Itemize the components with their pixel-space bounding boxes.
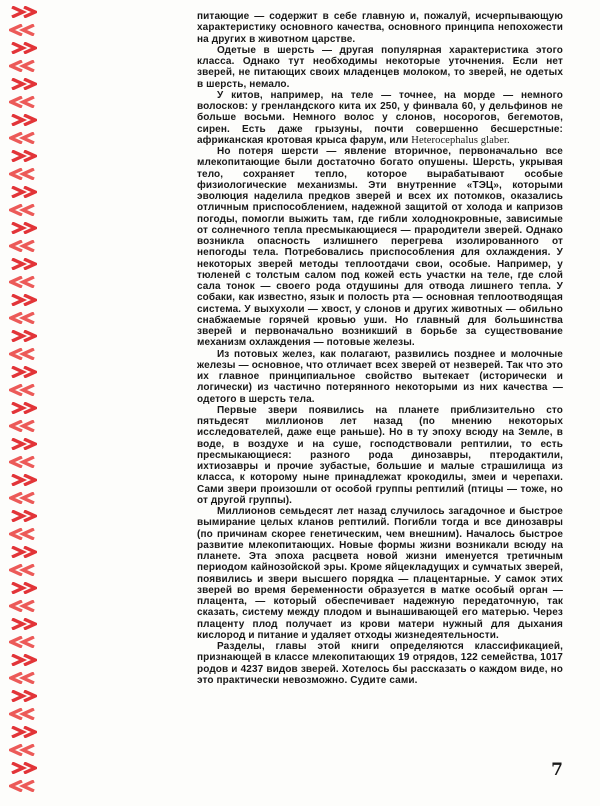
red-chevron-icon xyxy=(9,60,37,72)
red-chevron-icon xyxy=(9,528,37,540)
red-chevron-icon xyxy=(9,654,37,666)
red-chevron-icon xyxy=(9,744,37,756)
red-chevron-icon xyxy=(9,168,37,180)
text-segment: У китов, например, на теле — точнее, на морде — немного волосков: у гренландского кита их 250, у финвала 60, у дельфинов не больше восьми. Немного волос у слонов, носорогов, бегемотов, сирен. Есть даже грызуны, почти совершенно бесшерстные: африканская кротовая крыса фарум, или xyxy=(197,89,563,146)
text-segment: Но потеря шерсти — явление вторичное, первоначально все млекопитающие были достаточно богато опушены. Шерсть, укрывая тело, сохраняет тепло, которое вырабатывают особые физиологические механизмы. Эти внутренние «ТЭЦ», которыми эволюция наделила предков зверей и всех их потомков, оказались отличным приспособлением, надежной защитой от холода и капризов погоды, помогли выжить там, где гибли холоднокровные, зависимые от солнечного тепла пресмыкающиеся — прародители зверей. Однако возникла опасность излишнего перегрева изолированного от непогоды тела. Потребовались приспособления для охлаждения. У некоторых зверей методы теплоотдачи свои, особые. Например, у тюленей с толстым салом под кожей есть участки на теле, где слой сала тонок — своего рода отдушины для отвода лишнего тепла. У собаки, как известно, язык и полость рта — основная теплоотводящая система. У выхухоли — хвост, у слонов и других животных — обильно снабжаемые горячей кровью уши. Но главный для большинства зверей и первоначально возникший в борьбе за существование механизм охлаждения — потовые железы. xyxy=(197,146,563,349)
red-chevron-icon xyxy=(9,276,37,288)
red-chevron-icon xyxy=(9,672,37,684)
red-chevron-icon xyxy=(9,474,37,486)
red-chevron-icon xyxy=(9,438,37,450)
red-chevron-icon xyxy=(9,204,37,216)
paragraph xyxy=(197,11,563,45)
red-chevron-icon xyxy=(9,384,37,396)
red-chevron-icon xyxy=(9,258,37,270)
red-chevron-icon xyxy=(9,510,37,522)
red-chevron-icon xyxy=(9,762,37,774)
red-chevron-icon xyxy=(9,618,37,630)
paragraph xyxy=(197,90,563,146)
red-chevron-icon xyxy=(9,312,37,324)
margin-decoration xyxy=(9,6,37,798)
paragraph xyxy=(197,506,563,641)
red-chevron-icon xyxy=(9,78,37,90)
red-chevron-icon xyxy=(9,636,37,648)
red-chevron-icon xyxy=(9,366,37,378)
red-chevron-icon xyxy=(9,780,37,792)
paragraph xyxy=(197,45,563,90)
text-segment: Одетые в шерсть — другая популярная характеристика этого класса. Однако тут необходимы некоторые уточнения. Если нет зверей, не питающих своих младенцев молоком, то зверей, не одетых в шерсть, немало. xyxy=(197,44,563,90)
red-chevron-icon xyxy=(9,150,37,162)
red-chevron-icon xyxy=(9,564,37,576)
red-chevron-icon xyxy=(9,6,37,18)
red-chevron-icon xyxy=(9,420,37,432)
red-chevron-icon xyxy=(9,330,37,342)
red-chevron-icon xyxy=(9,348,37,360)
paragraph xyxy=(197,641,563,686)
latin-species-name: Heterocephalus glaber. xyxy=(411,134,510,146)
red-chevron-icon xyxy=(9,492,37,504)
red-chevron-icon xyxy=(9,222,37,234)
red-chevron-icon xyxy=(9,582,37,594)
red-chevron-icon xyxy=(9,456,37,468)
red-chevron-icon xyxy=(9,96,37,108)
paragraph xyxy=(197,349,563,405)
red-chevron-icon xyxy=(9,546,37,558)
text-segment: Из потовых желез, как полагают, развились позднее и молочные железы — основное, что отличает всех зверей от незверей. Так что это их главное принципиальное свойство вытекает (исторически и логически) из частично потерянного некоторыми из них качества — одетого в шерсть тела. xyxy=(197,348,563,405)
red-chevron-icon xyxy=(9,600,37,612)
paragraph xyxy=(197,405,563,506)
red-chevron-icon xyxy=(9,114,37,126)
red-chevron-icon xyxy=(9,708,37,720)
red-chevron-icon xyxy=(9,402,37,414)
red-chevron-icon xyxy=(9,42,37,54)
paragraph xyxy=(197,146,563,349)
text-segment: Разделы, главы этой книги определяются классификацией, признающей в классе млекопитающих 19 отрядов, 122 семейства, 1017 родов и 4237 видов зверей. Хотелось бы рассказать о каждом виде, но это практически невозможно. Судите сами. xyxy=(197,641,563,686)
text-segment: питающие — содержит в себе главную и, пожалуй, исчерпывающую характеристику основного качества, основного принципа непохожести на других в животном царстве. xyxy=(197,11,563,45)
red-chevron-icon xyxy=(9,690,37,702)
red-chevron-icon xyxy=(9,294,37,306)
red-chevron-icon xyxy=(9,24,37,36)
red-chevron-icon xyxy=(9,240,37,252)
text-segment: Первые звери появились на планете приблизительно сто пятьдесят миллионов лет назад (по мнению некоторых исследователей, даже еще раньше). Но в ту эпоху всюду на Земле, в воде, в воздухе и на суше, господствовали рептилии, то есть пресмыкающиеся: разного рода динозавры, птеродактили, ихтиозавры и прочие зубастые, большие и малые страшилища из класса, к которому ныне принадлежат крокодилы, змеи и черепахи. Сами звери произошли от особой группы рептилий (птицы — тоже, но от другой группы). xyxy=(197,404,563,506)
text-segment: Миллионов семьдесят лет назад случилось загадочное и быстрое вымирание целых кланов рептилий. Погибли тогда и все динозавры (по причинам скорее генетическим, чем внешним). Началось быстрое развитие млекопитающих. Новые формы жизни возникали всюду на планете. Эта эпоха расцвета новой жизни именуется третичным периодом кайнозойской эры. Кроме яйцекладущих и сумчатых зверей, появились и звери высшего порядка — плацентарные. У самок этих зверей во время беременности образуется в матке особый орган — плацента, — который обеспечивает надежную передаточную, так сказать, систему между плодом и вынашивающей его матерью. Через плаценту плод получает из крови матери нужный для дыхания кислород и питание и удаляет отходы жизнедеятельности. xyxy=(197,506,563,641)
red-chevron-icon xyxy=(9,186,37,198)
red-chevron-icon xyxy=(9,726,37,738)
page-number: 7 xyxy=(551,760,563,780)
body-text xyxy=(197,11,563,686)
red-chevron-icon xyxy=(9,132,37,144)
